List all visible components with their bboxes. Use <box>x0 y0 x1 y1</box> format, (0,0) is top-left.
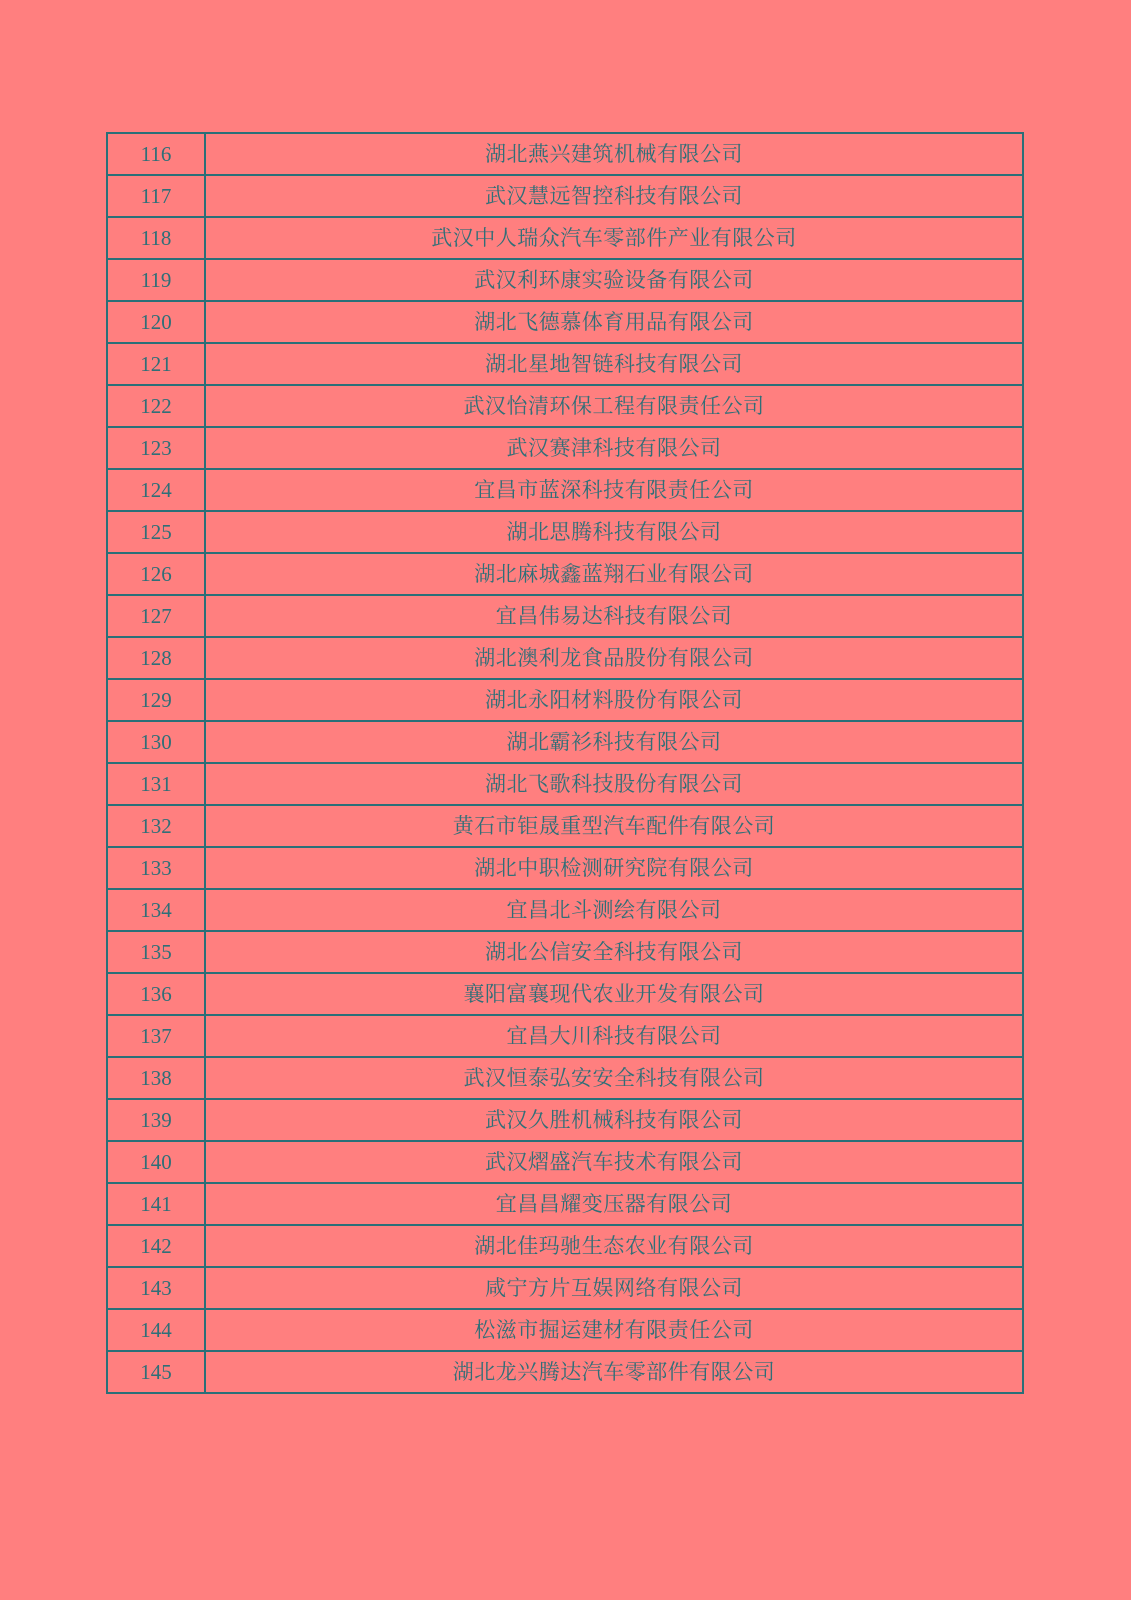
row-index: 134 <box>107 889 205 931</box>
company-name: 湖北澳利龙食品股份有限公司 <box>205 637 1023 679</box>
table-row <box>107 217 1023 259</box>
company-name: 宜昌伟易达科技有限公司 <box>205 595 1023 637</box>
company-list-body <box>107 133 1023 1393</box>
company-name: 武汉熠盛汽车技术有限公司 <box>205 1141 1023 1183</box>
row-index: 120 <box>107 301 205 343</box>
company-name: 湖北麻城鑫蓝翔石业有限公司 <box>205 553 1023 595</box>
company-name: 武汉赛津科技有限公司 <box>205 427 1023 469</box>
company-name: 武汉怡清环保工程有限责任公司 <box>205 385 1023 427</box>
company-name: 湖北霸衫科技有限公司 <box>205 721 1023 763</box>
table-row <box>107 1225 1023 1267</box>
table-row <box>107 553 1023 595</box>
row-index: 144 <box>107 1309 205 1351</box>
table-row <box>107 259 1023 301</box>
table-row <box>107 469 1023 511</box>
row-index: 117 <box>107 175 205 217</box>
company-name: 咸宁方片互娱网络有限公司 <box>205 1267 1023 1309</box>
row-index: 133 <box>107 847 205 889</box>
company-name: 武汉中人瑞众汽车零部件产业有限公司 <box>205 217 1023 259</box>
table-row <box>107 175 1023 217</box>
table-row <box>107 343 1023 385</box>
row-index: 119 <box>107 259 205 301</box>
table-row <box>107 637 1023 679</box>
table-row <box>107 973 1023 1015</box>
company-name: 湖北佳玛驰生态农业有限公司 <box>205 1225 1023 1267</box>
table-row <box>107 133 1023 175</box>
company-list-table <box>106 132 1024 1394</box>
company-name: 襄阳富襄现代农业开发有限公司 <box>205 973 1023 1015</box>
company-name: 湖北星地智链科技有限公司 <box>205 343 1023 385</box>
table-row <box>107 1015 1023 1057</box>
company-name: 湖北永阳材料股份有限公司 <box>205 679 1023 721</box>
company-name: 武汉恒泰弘安安全科技有限公司 <box>205 1057 1023 1099</box>
row-index: 145 <box>107 1351 205 1393</box>
table-row <box>107 385 1023 427</box>
company-name: 湖北龙兴腾达汽车零部件有限公司 <box>205 1351 1023 1393</box>
company-name: 黄石市钜晟重型汽车配件有限公司 <box>205 805 1023 847</box>
company-name: 武汉利环康实验设备有限公司 <box>205 259 1023 301</box>
company-name: 湖北思腾科技有限公司 <box>205 511 1023 553</box>
table-row <box>107 511 1023 553</box>
table-row <box>107 1309 1023 1351</box>
row-index: 127 <box>107 595 205 637</box>
company-name: 宜昌北斗测绘有限公司 <box>205 889 1023 931</box>
company-name: 宜昌大川科技有限公司 <box>205 1015 1023 1057</box>
table-row <box>107 721 1023 763</box>
row-index: 118 <box>107 217 205 259</box>
row-index: 141 <box>107 1183 205 1225</box>
row-index: 137 <box>107 1015 205 1057</box>
row-index: 122 <box>107 385 205 427</box>
company-name: 湖北飞歌科技股份有限公司 <box>205 763 1023 805</box>
table-row <box>107 1351 1023 1393</box>
table-row <box>107 1057 1023 1099</box>
table-row <box>107 931 1023 973</box>
company-name: 武汉久胜机械科技有限公司 <box>205 1099 1023 1141</box>
table-row <box>107 805 1023 847</box>
row-index: 126 <box>107 553 205 595</box>
row-index: 142 <box>107 1225 205 1267</box>
table-row <box>107 1099 1023 1141</box>
row-index: 123 <box>107 427 205 469</box>
company-name: 武汉慧远智控科技有限公司 <box>205 175 1023 217</box>
table-row <box>107 427 1023 469</box>
table-row <box>107 763 1023 805</box>
company-name: 松滋市掘运建材有限责任公司 <box>205 1309 1023 1351</box>
row-index: 138 <box>107 1057 205 1099</box>
table-row <box>107 1267 1023 1309</box>
row-index: 139 <box>107 1099 205 1141</box>
table-row <box>107 301 1023 343</box>
company-name: 宜昌市蓝深科技有限责任公司 <box>205 469 1023 511</box>
company-name: 湖北公信安全科技有限公司 <box>205 931 1023 973</box>
row-index: 121 <box>107 343 205 385</box>
company-name: 湖北中职检测研究院有限公司 <box>205 847 1023 889</box>
row-index: 125 <box>107 511 205 553</box>
document-page <box>106 132 1024 1394</box>
row-index: 131 <box>107 763 205 805</box>
row-index: 132 <box>107 805 205 847</box>
row-index: 124 <box>107 469 205 511</box>
row-index: 129 <box>107 679 205 721</box>
row-index: 143 <box>107 1267 205 1309</box>
table-row <box>107 889 1023 931</box>
table-row <box>107 595 1023 637</box>
row-index: 130 <box>107 721 205 763</box>
company-name: 湖北飞德慕体育用品有限公司 <box>205 301 1023 343</box>
company-name: 宜昌昌耀变压器有限公司 <box>205 1183 1023 1225</box>
row-index: 128 <box>107 637 205 679</box>
company-name: 湖北燕兴建筑机械有限公司 <box>205 133 1023 175</box>
table-row <box>107 847 1023 889</box>
table-row <box>107 1141 1023 1183</box>
row-index: 116 <box>107 133 205 175</box>
row-index: 136 <box>107 973 205 1015</box>
table-row <box>107 679 1023 721</box>
table-row <box>107 1183 1023 1225</box>
row-index: 135 <box>107 931 205 973</box>
row-index: 140 <box>107 1141 205 1183</box>
